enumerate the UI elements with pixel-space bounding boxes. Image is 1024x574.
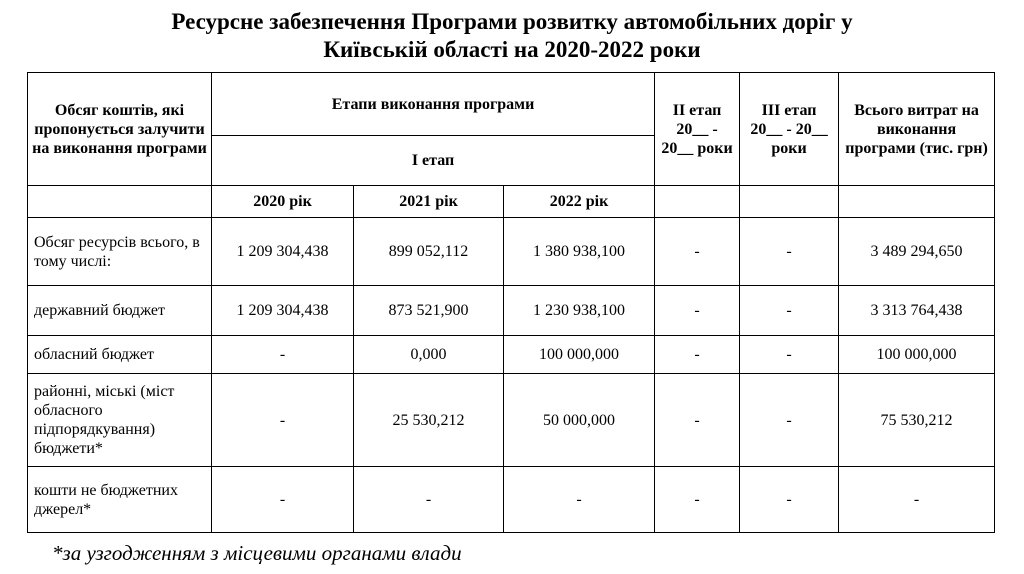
row-label: районні, міські (міст обласного підпорядкування) бюджети* bbox=[28, 374, 212, 467]
year-row-empty-cell bbox=[740, 186, 839, 218]
title-line-2: Київській області на 2020-2022 роки bbox=[323, 37, 701, 62]
table-row bbox=[28, 467, 995, 533]
header-row-1 bbox=[28, 73, 995, 136]
cell-stage2: - bbox=[655, 336, 740, 374]
cell-2021: 0,000 bbox=[354, 336, 504, 374]
stage1-header: І етап bbox=[212, 136, 655, 186]
table-row bbox=[28, 286, 995, 336]
volume-header: Обсяг коштів, які пропонується залучити на виконання програми bbox=[28, 73, 212, 186]
cell-2022: 1 230 938,100 bbox=[504, 286, 655, 336]
cell-2020: - bbox=[212, 467, 354, 533]
cell-2022: - bbox=[504, 467, 655, 533]
cell-2022: 1 380 938,100 bbox=[504, 218, 655, 286]
cell-stage2: - bbox=[655, 374, 740, 467]
row-label: державний бюджет bbox=[28, 286, 212, 336]
cell-2020: - bbox=[212, 336, 354, 374]
cell-2021: 25 530,212 bbox=[354, 374, 504, 467]
table-row bbox=[28, 374, 995, 467]
table-row bbox=[28, 218, 995, 286]
table-row bbox=[28, 336, 995, 374]
total-header: Всього витрат на виконання програми (тис. грн) bbox=[839, 73, 995, 186]
cell-stage3: - bbox=[740, 218, 839, 286]
cell-total: 75 530,212 bbox=[839, 374, 995, 467]
stage3-header: ІІІ етап 20__ - 20__ роки bbox=[740, 73, 839, 186]
row-label: обласний бюджет bbox=[28, 336, 212, 374]
cell-total: 3 489 294,650 bbox=[839, 218, 995, 286]
row-label: Обсяг ресурсів всього, в тому числі: bbox=[28, 218, 212, 286]
cell-stage3: - bbox=[740, 374, 839, 467]
cell-2021: 873 521,900 bbox=[354, 286, 504, 336]
cell-stage3: - bbox=[740, 336, 839, 374]
year-2021-header: 2021 рік bbox=[354, 186, 504, 218]
cell-2020: 1 209 304,438 bbox=[212, 218, 354, 286]
year-row-empty-cell bbox=[839, 186, 995, 218]
stages-header: Етапи виконання програми bbox=[212, 73, 655, 136]
cell-stage3: - bbox=[740, 467, 839, 533]
year-2022-header: 2022 рік bbox=[504, 186, 655, 218]
cell-stage2: - bbox=[655, 467, 740, 533]
year-header-row bbox=[28, 186, 995, 218]
year-2020-header: 2020 рік bbox=[212, 186, 354, 218]
cell-2022: 100 000,000 bbox=[504, 336, 655, 374]
document-title bbox=[0, 8, 1024, 64]
cell-2020: 1 209 304,438 bbox=[212, 286, 354, 336]
cell-2021: 899 052,112 bbox=[354, 218, 504, 286]
cell-total: - bbox=[839, 467, 995, 533]
year-row-empty-cell bbox=[655, 186, 740, 218]
cell-stage3: - bbox=[740, 286, 839, 336]
cell-stage2: - bbox=[655, 218, 740, 286]
row-label: кошти не бюджетних джерел* bbox=[28, 467, 212, 533]
cell-2021: - bbox=[354, 467, 504, 533]
cell-stage2: - bbox=[655, 286, 740, 336]
year-row-empty-cell bbox=[28, 186, 212, 218]
stage2-header: ІІ етап 20__ - 20__ роки bbox=[655, 73, 740, 186]
cell-total: 100 000,000 bbox=[839, 336, 995, 374]
cell-2022: 50 000,000 bbox=[504, 374, 655, 467]
resource-table bbox=[27, 72, 995, 533]
footnote: *за узгодженням з місцевими органами влади bbox=[52, 541, 462, 565]
cell-2020: - bbox=[212, 374, 354, 467]
cell-total: 3 313 764,438 bbox=[839, 286, 995, 336]
title-line-1: Ресурсне забезпечення Програми розвитку автомобільних доріг у bbox=[171, 9, 853, 34]
